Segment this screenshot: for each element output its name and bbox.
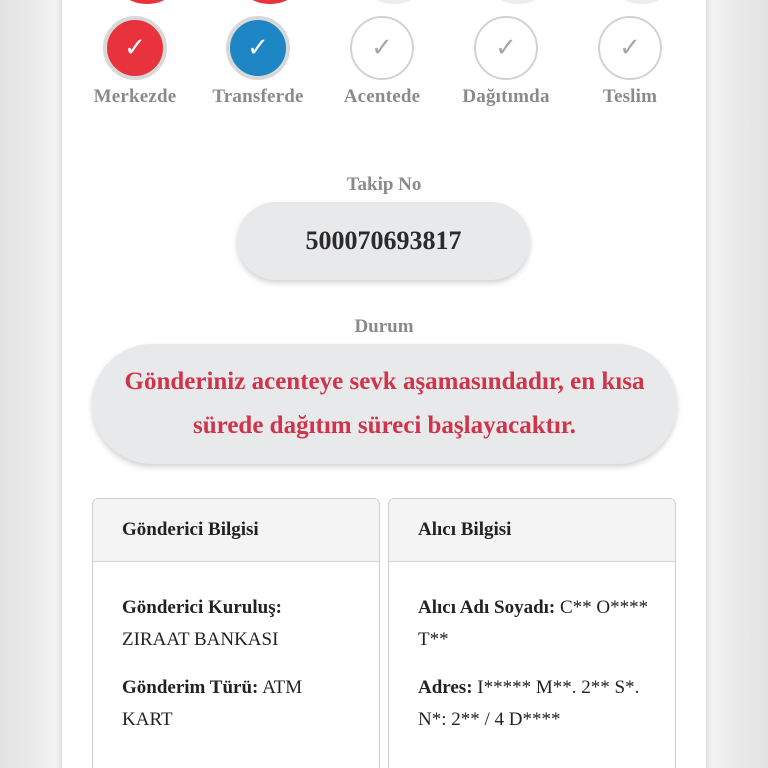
field-value: ZIRAAT BANKASI [122, 629, 279, 650]
step-dagitimda [444, 16, 568, 108]
step-label: Merkezde [93, 86, 177, 107]
check-icon: ✓ [598, 16, 662, 80]
status-message: Gönderiniz acenteye sevk aşamasındadır, en kısa sürede dağıtım süreci başlayacaktır. [92, 344, 677, 464]
shipment-type [122, 672, 357, 736]
receiver-info-panel [388, 498, 676, 768]
partial-step-dot [486, 0, 550, 4]
status-label: Durum [354, 316, 414, 337]
check-icon: ✓ [350, 16, 414, 80]
step-label: Acentede [343, 86, 421, 107]
tracking-number: 500070693817 [237, 202, 530, 280]
step-label: Dağıtımda [462, 86, 550, 107]
right-page-shade [706, 0, 768, 768]
field-value: I***** M**. 2** S*. N*: 2** / 4 D**** [418, 677, 640, 730]
tracking-number-label: Takip No [346, 174, 422, 195]
field-label: Alıcı Adı Soyadı: [418, 597, 556, 618]
sender-institution [122, 592, 357, 656]
partial-step-dot [115, 0, 179, 4]
step-merkezde [73, 16, 197, 108]
step-teslim [568, 16, 692, 108]
check-icon: ✓ [103, 16, 167, 80]
field-value: C** O**** T** [418, 597, 649, 650]
tracking-card [62, 0, 706, 768]
receiver-address [418, 672, 653, 736]
partial-step-dot [362, 0, 426, 4]
progress-steps [62, 16, 706, 116]
step-acentede [320, 16, 444, 108]
step-transferde [196, 16, 320, 108]
panel-title: Gönderici Bilgisi [93, 499, 379, 562]
partial-step-dot [610, 0, 674, 4]
field-value: ATM KART [122, 677, 303, 730]
panel-title: Alıcı Bilgisi [389, 499, 675, 562]
field-label: Adres: [418, 677, 473, 698]
step-label: Transferde [212, 86, 304, 107]
check-icon: ✓ [226, 16, 290, 80]
step-label: Teslim [602, 86, 658, 107]
left-page-shade [0, 0, 62, 768]
receiver-name [418, 592, 653, 656]
sender-info-panel [92, 498, 380, 768]
partial-step-dot [238, 0, 302, 4]
field-label: Gönderim Türü: [122, 677, 259, 698]
field-label: Gönderici Kuruluş: [122, 597, 282, 618]
check-icon: ✓ [474, 16, 538, 80]
